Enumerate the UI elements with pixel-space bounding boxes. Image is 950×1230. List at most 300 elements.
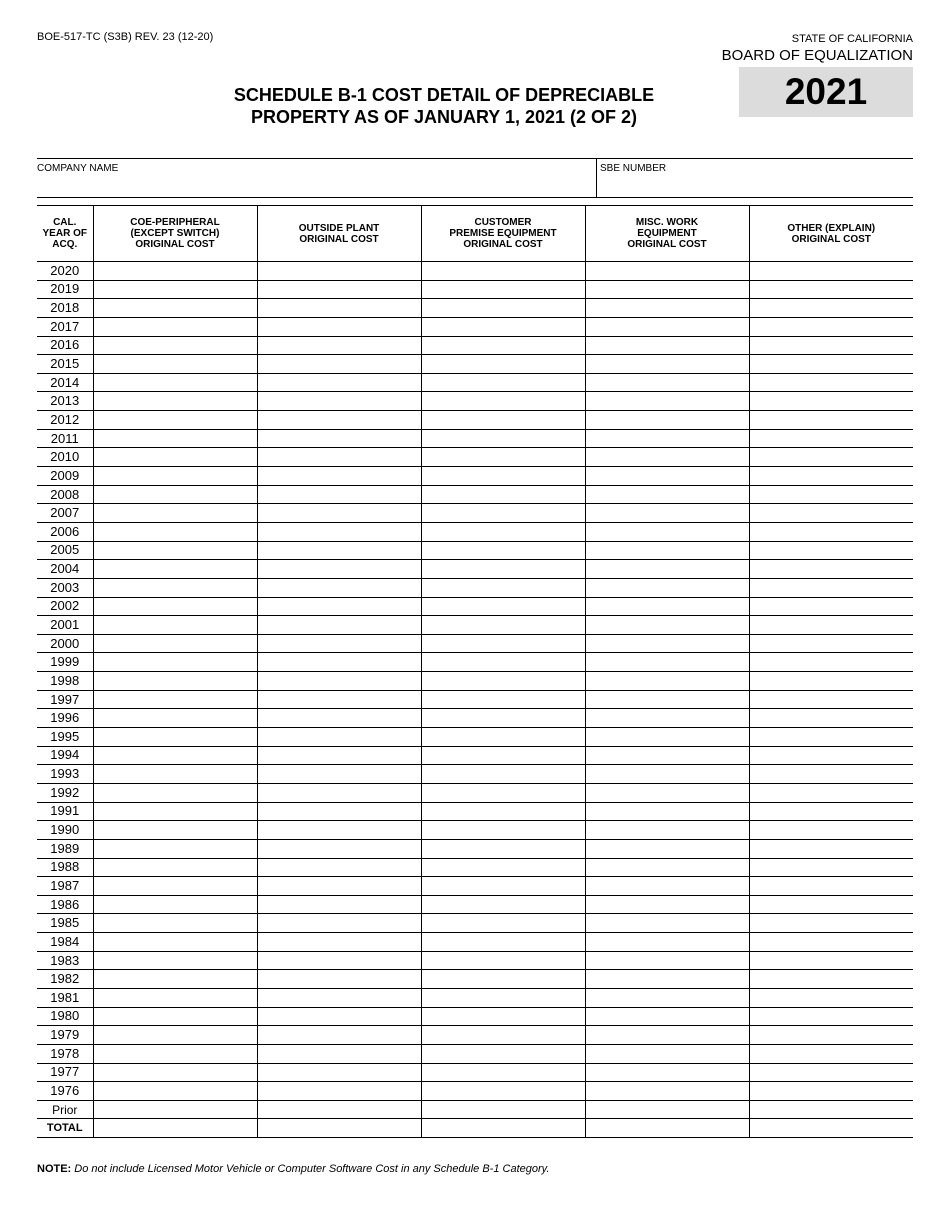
table-row (37, 597, 913, 616)
cost-cell[interactable] (421, 877, 585, 896)
cost-cell[interactable] (257, 783, 421, 802)
cost-cell[interactable] (93, 1007, 257, 1026)
cost-cell[interactable] (585, 467, 749, 486)
cost-cell[interactable] (585, 597, 749, 616)
cost-cell[interactable] (585, 728, 749, 747)
cost-cell[interactable] (585, 485, 749, 504)
cost-cell[interactable] (93, 467, 257, 486)
title-line-1: SCHEDULE B-1 COST DETAIL OF DEPRECIABLE (233, 85, 655, 105)
row-year-label: 2002 (37, 597, 93, 616)
cost-cell[interactable] (93, 970, 257, 989)
cost-cell[interactable] (749, 802, 913, 821)
state-name: STATE OF CALIFORNIA (791, 33, 913, 45)
cost-cell[interactable] (257, 392, 421, 411)
table-row (37, 1026, 913, 1045)
cost-cell[interactable] (93, 578, 257, 597)
cost-cell[interactable] (257, 933, 421, 952)
cost-cell[interactable] (257, 970, 421, 989)
cost-cell[interactable] (585, 355, 749, 374)
page-title (200, 84, 688, 128)
table-row (37, 728, 913, 747)
cost-cell[interactable] (93, 895, 257, 914)
cost-cell[interactable] (749, 1063, 913, 1082)
row-year-label: 1998 (37, 672, 93, 691)
cost-cell[interactable] (93, 597, 257, 616)
table-row (37, 299, 913, 318)
note-text: Do not include Licensed Motor Vehicle or Computer Software Cost in any Schedule B-1 Category. (74, 1163, 550, 1175)
table-row (37, 933, 913, 952)
table-row (37, 336, 913, 355)
cost-cell[interactable] (93, 933, 257, 952)
cost-cell[interactable] (585, 504, 749, 523)
cost-cell[interactable] (421, 1044, 585, 1063)
cost-cell[interactable] (93, 336, 257, 355)
cost-cell[interactable] (585, 522, 749, 541)
row-year-label: 1981 (37, 988, 93, 1007)
cost-cell[interactable] (421, 336, 585, 355)
cost-cell[interactable] (257, 709, 421, 728)
cost-cell[interactable] (93, 1082, 257, 1101)
cost-cell[interactable] (93, 1100, 257, 1119)
cost-cell[interactable] (93, 280, 257, 299)
cost-cell[interactable] (257, 1119, 421, 1138)
cost-cell[interactable] (749, 392, 913, 411)
row-year-label: 2019 (37, 280, 93, 299)
cost-cell[interactable] (93, 541, 257, 560)
row-year-label: 1980 (37, 1007, 93, 1026)
cost-cell[interactable] (421, 690, 585, 709)
col-header-customer-premise: CUSTOMER PREMISE EQUIPMENT ORIGINAL COST (421, 206, 585, 262)
cost-cell[interactable] (257, 1082, 421, 1101)
cost-cell[interactable] (93, 448, 257, 467)
table-row (37, 485, 913, 504)
cost-cell[interactable] (585, 541, 749, 560)
cost-cell[interactable] (749, 299, 913, 318)
cost-cell[interactable] (93, 858, 257, 877)
cost-cell[interactable] (421, 1026, 585, 1045)
table-row (37, 262, 913, 281)
table-row (37, 411, 913, 430)
cost-cell[interactable] (93, 317, 257, 336)
cost-cell[interactable] (257, 280, 421, 299)
cost-cell[interactable] (421, 783, 585, 802)
row-year-label: 1977 (37, 1063, 93, 1082)
cost-detail-table (37, 205, 913, 1138)
table-row (37, 616, 913, 635)
cost-cell[interactable] (93, 1026, 257, 1045)
table-row (37, 522, 913, 541)
cost-cell[interactable] (749, 280, 913, 299)
cost-cell[interactable] (421, 895, 585, 914)
cost-cell[interactable] (93, 616, 257, 635)
cost-cell[interactable] (257, 429, 421, 448)
cost-cell[interactable] (93, 1063, 257, 1082)
table-row (37, 280, 913, 299)
cost-cell[interactable] (585, 1063, 749, 1082)
cost-cell[interactable] (749, 914, 913, 933)
cost-cell[interactable] (93, 429, 257, 448)
cost-cell[interactable] (749, 951, 913, 970)
cost-cell[interactable] (93, 373, 257, 392)
cost-cell[interactable] (93, 988, 257, 1007)
cost-cell[interactable] (421, 709, 585, 728)
cost-cell[interactable] (749, 1026, 913, 1045)
row-year-label: 2020 (37, 262, 93, 281)
cost-cell[interactable] (421, 578, 585, 597)
cost-cell[interactable] (421, 280, 585, 299)
row-year-label: 1978 (37, 1044, 93, 1063)
cost-cell[interactable] (749, 746, 913, 765)
cost-cell[interactable] (257, 355, 421, 374)
table-row (37, 690, 913, 709)
cost-cell[interactable] (749, 933, 913, 952)
cost-cell[interactable] (93, 821, 257, 840)
cost-cell[interactable] (585, 895, 749, 914)
cost-cell[interactable] (749, 765, 913, 784)
cost-cell[interactable] (421, 448, 585, 467)
cost-cell[interactable] (585, 672, 749, 691)
cost-cell[interactable] (257, 877, 421, 896)
cost-cell[interactable] (257, 1007, 421, 1026)
cost-cell[interactable] (749, 783, 913, 802)
cost-cell[interactable] (421, 392, 585, 411)
cost-cell[interactable] (421, 765, 585, 784)
cost-cell[interactable] (749, 634, 913, 653)
cost-cell[interactable] (421, 988, 585, 1007)
cost-cell[interactable] (585, 1026, 749, 1045)
cost-cell[interactable] (585, 970, 749, 989)
cost-cell[interactable] (257, 746, 421, 765)
cost-cell[interactable] (749, 839, 913, 858)
cost-cell[interactable] (257, 262, 421, 281)
cost-cell[interactable] (749, 262, 913, 281)
cost-cell[interactable] (749, 448, 913, 467)
cost-cell[interactable] (749, 373, 913, 392)
cost-cell[interactable] (257, 765, 421, 784)
cost-cell[interactable] (93, 560, 257, 579)
cost-cell[interactable] (749, 1100, 913, 1119)
cost-cell[interactable] (585, 1007, 749, 1026)
footer-note (37, 1163, 549, 1175)
cost-cell[interactable] (421, 1119, 585, 1138)
cost-cell[interactable] (257, 578, 421, 597)
cost-cell[interactable] (257, 839, 421, 858)
table-row (37, 839, 913, 858)
cost-cell[interactable] (749, 672, 913, 691)
cost-cell[interactable] (93, 728, 257, 747)
cost-cell[interactable] (749, 560, 913, 579)
cost-cell[interactable] (93, 1119, 257, 1138)
year-badge: 2021 (739, 67, 913, 117)
cost-cell[interactable] (585, 429, 749, 448)
cost-cell[interactable] (93, 485, 257, 504)
cost-cell[interactable] (257, 299, 421, 318)
cost-cell[interactable] (749, 522, 913, 541)
cost-cell[interactable] (257, 411, 421, 430)
cost-cell[interactable] (585, 877, 749, 896)
cost-cell[interactable] (93, 262, 257, 281)
cost-cell[interactable] (585, 336, 749, 355)
cost-cell[interactable] (421, 653, 585, 672)
cost-cell[interactable] (421, 504, 585, 523)
table-row (37, 970, 913, 989)
table-row (37, 541, 913, 560)
cost-cell[interactable] (421, 373, 585, 392)
cost-cell[interactable] (257, 541, 421, 560)
cost-cell[interactable] (749, 336, 913, 355)
cost-cell[interactable] (749, 504, 913, 523)
cost-cell[interactable] (257, 336, 421, 355)
cost-cell[interactable] (749, 541, 913, 560)
cost-cell[interactable] (257, 1026, 421, 1045)
sbe-number-field[interactable] (596, 159, 914, 197)
table-row (37, 1044, 913, 1063)
cost-cell[interactable] (257, 1100, 421, 1119)
cost-cell[interactable] (749, 411, 913, 430)
cost-cell[interactable] (421, 485, 585, 504)
cost-cell[interactable] (585, 746, 749, 765)
cost-cell[interactable] (421, 634, 585, 653)
cost-cell[interactable] (93, 392, 257, 411)
cost-cell[interactable] (585, 821, 749, 840)
cost-cell[interactable] (257, 690, 421, 709)
col-header-year: CAL. YEAR OF ACQ. (37, 206, 93, 262)
table-row (37, 448, 913, 467)
table-row (37, 1100, 913, 1119)
row-year-label: 1982 (37, 970, 93, 989)
cost-cell[interactable] (421, 858, 585, 877)
cost-cell[interactable] (257, 616, 421, 635)
cost-cell[interactable] (257, 728, 421, 747)
cost-cell[interactable] (421, 746, 585, 765)
row-year-label: 1984 (37, 933, 93, 952)
cost-cell[interactable] (421, 1007, 585, 1026)
cost-cell[interactable] (421, 560, 585, 579)
cost-cell[interactable] (585, 690, 749, 709)
row-year-label: 1988 (37, 858, 93, 877)
cost-cell[interactable] (585, 280, 749, 299)
row-year-label: 2006 (37, 522, 93, 541)
cost-cell[interactable] (257, 672, 421, 691)
row-year-label: 2009 (37, 467, 93, 486)
cost-cell[interactable] (749, 709, 913, 728)
cost-cell[interactable] (93, 690, 257, 709)
cost-cell[interactable] (421, 1100, 585, 1119)
cost-cell[interactable] (585, 411, 749, 430)
cost-cell[interactable] (585, 448, 749, 467)
cost-cell[interactable] (585, 839, 749, 858)
cost-cell[interactable] (585, 765, 749, 784)
cost-cell[interactable] (93, 504, 257, 523)
cost-cell[interactable] (749, 597, 913, 616)
cost-cell[interactable] (585, 560, 749, 579)
cost-cell[interactable] (749, 429, 913, 448)
cost-cell[interactable] (421, 951, 585, 970)
table-row (37, 1007, 913, 1026)
cost-cell[interactable] (749, 970, 913, 989)
cost-cell[interactable] (421, 262, 585, 281)
cost-cell[interactable] (585, 299, 749, 318)
cost-cell[interactable] (749, 578, 913, 597)
cost-cell[interactable] (421, 802, 585, 821)
cost-cell[interactable] (749, 858, 913, 877)
cost-cell[interactable] (93, 839, 257, 858)
row-year-label: 1976 (37, 1082, 93, 1101)
cost-cell[interactable] (585, 802, 749, 821)
cost-cell[interactable] (749, 317, 913, 336)
cost-cell[interactable] (421, 1063, 585, 1082)
cost-cell[interactable] (585, 262, 749, 281)
cost-cell[interactable] (257, 653, 421, 672)
cost-cell[interactable] (749, 1119, 913, 1138)
cost-cell[interactable] (257, 821, 421, 840)
row-year-label: 2016 (37, 336, 93, 355)
cost-cell[interactable] (749, 355, 913, 374)
cost-cell[interactable] (421, 728, 585, 747)
cost-cell[interactable] (585, 783, 749, 802)
table-row (37, 355, 913, 374)
cost-cell[interactable] (93, 355, 257, 374)
row-year-label: 2012 (37, 411, 93, 430)
cost-cell[interactable] (585, 653, 749, 672)
cost-cell[interactable] (585, 858, 749, 877)
cost-cell[interactable] (257, 522, 421, 541)
cost-cell[interactable] (749, 895, 913, 914)
cost-cell[interactable] (749, 821, 913, 840)
table-row (37, 317, 913, 336)
cost-cell[interactable] (93, 653, 257, 672)
cost-cell[interactable] (257, 634, 421, 653)
cost-cell[interactable] (257, 858, 421, 877)
board-name: BOARD OF EQUALIZATION (721, 47, 913, 64)
cost-cell[interactable] (257, 802, 421, 821)
row-year-label: 2008 (37, 485, 93, 504)
cost-cell[interactable] (93, 877, 257, 896)
row-year-label: 2005 (37, 541, 93, 560)
cost-cell[interactable] (421, 317, 585, 336)
cost-cell[interactable] (749, 485, 913, 504)
cost-cell[interactable] (93, 299, 257, 318)
cost-cell[interactable] (421, 933, 585, 952)
cost-cell[interactable] (749, 1044, 913, 1063)
table-row (37, 1119, 913, 1138)
table-row (37, 821, 913, 840)
cost-cell[interactable] (585, 634, 749, 653)
cost-cell[interactable] (257, 560, 421, 579)
cost-cell[interactable] (421, 616, 585, 635)
cost-cell[interactable] (421, 672, 585, 691)
cost-cell[interactable] (749, 616, 913, 635)
cost-cell[interactable] (421, 411, 585, 430)
cost-cell[interactable] (257, 1044, 421, 1063)
cost-cell[interactable] (257, 317, 421, 336)
cost-cell[interactable] (585, 1082, 749, 1101)
cost-cell[interactable] (421, 914, 585, 933)
cost-cell[interactable] (257, 1063, 421, 1082)
cost-cell[interactable] (257, 448, 421, 467)
cost-cell[interactable] (585, 373, 749, 392)
cost-cell[interactable] (93, 672, 257, 691)
cost-cell[interactable] (257, 895, 421, 914)
cost-cell[interactable] (257, 373, 421, 392)
cost-cell[interactable] (585, 951, 749, 970)
cost-cell[interactable] (585, 933, 749, 952)
cost-cell[interactable] (749, 690, 913, 709)
cost-cell[interactable] (257, 597, 421, 616)
cost-cell[interactable] (421, 1082, 585, 1101)
row-year-label: 1985 (37, 914, 93, 933)
cost-cell[interactable] (257, 485, 421, 504)
cost-cell[interactable] (93, 746, 257, 765)
cost-cell[interactable] (585, 1119, 749, 1138)
cost-cell[interactable] (585, 392, 749, 411)
cost-cell[interactable] (585, 578, 749, 597)
cost-cell[interactable] (421, 429, 585, 448)
cost-cell[interactable] (749, 1082, 913, 1101)
cost-cell[interactable] (93, 951, 257, 970)
cost-cell[interactable] (421, 821, 585, 840)
table-row (37, 1082, 913, 1101)
cost-cell[interactable] (421, 467, 585, 486)
cost-cell[interactable] (421, 839, 585, 858)
cost-cell[interactable] (421, 355, 585, 374)
cost-cell[interactable] (257, 914, 421, 933)
cost-cell[interactable] (585, 317, 749, 336)
cost-cell[interactable] (585, 616, 749, 635)
cost-cell[interactable] (257, 467, 421, 486)
row-year-label: 2010 (37, 448, 93, 467)
cost-cell[interactable] (421, 597, 585, 616)
table-row (37, 672, 913, 691)
cost-cell[interactable] (93, 914, 257, 933)
cost-cell[interactable] (257, 951, 421, 970)
cost-cell[interactable] (749, 728, 913, 747)
cost-cell[interactable] (93, 783, 257, 802)
cost-cell[interactable] (93, 411, 257, 430)
cost-cell[interactable] (749, 988, 913, 1007)
cost-cell[interactable] (749, 653, 913, 672)
cost-cell[interactable] (585, 1100, 749, 1119)
cost-cell[interactable] (585, 988, 749, 1007)
row-year-label: TOTAL (37, 1119, 93, 1138)
cost-cell[interactable] (93, 634, 257, 653)
cost-cell[interactable] (421, 541, 585, 560)
cost-cell[interactable] (749, 467, 913, 486)
row-year-label: 1989 (37, 839, 93, 858)
cost-cell[interactable] (93, 765, 257, 784)
cost-cell[interactable] (93, 1044, 257, 1063)
cost-cell[interactable] (585, 1044, 749, 1063)
cost-cell[interactable] (93, 709, 257, 728)
row-year-label: 2011 (37, 429, 93, 448)
table-row (37, 858, 913, 877)
cost-cell[interactable] (257, 504, 421, 523)
table-row (37, 877, 913, 896)
cost-cell[interactable] (421, 299, 585, 318)
cost-cell[interactable] (421, 522, 585, 541)
cost-cell[interactable] (585, 709, 749, 728)
row-year-label: Prior (37, 1100, 93, 1119)
cost-cell[interactable] (585, 914, 749, 933)
table-row (37, 988, 913, 1007)
cost-cell[interactable] (421, 970, 585, 989)
cost-cell[interactable] (749, 877, 913, 896)
cost-cell[interactable] (93, 522, 257, 541)
cost-cell[interactable] (257, 988, 421, 1007)
row-year-label: 1992 (37, 783, 93, 802)
cost-cell[interactable] (749, 1007, 913, 1026)
cost-cell[interactable] (93, 802, 257, 821)
